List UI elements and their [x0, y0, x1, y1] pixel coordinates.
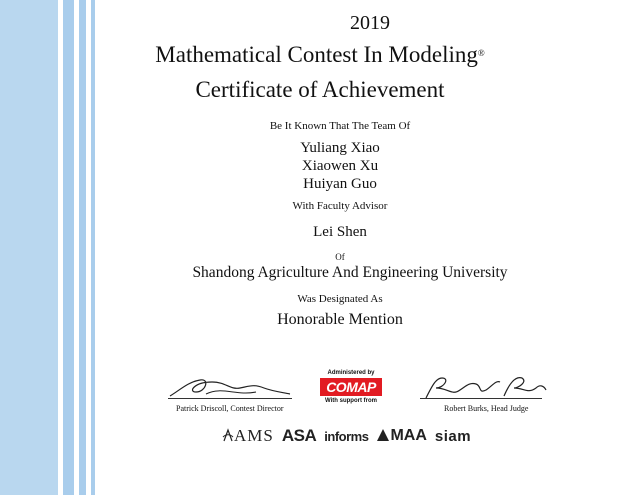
advisor-label: With Faculty Advisor: [292, 200, 388, 212]
designation-label: Was Designated As: [297, 293, 383, 305]
team-member: Xiaowen Xu: [301, 158, 379, 174]
director-signature: [166, 372, 296, 400]
judge-caption: Robert Burks, Head Judge: [444, 404, 529, 413]
director-signature-line: [168, 398, 292, 399]
certificate-title: Certificate of Achievement: [195, 77, 445, 102]
intro-text: Be It Known That The Team Of: [269, 120, 411, 132]
asa-logo: ASA: [281, 426, 317, 445]
director-caption: Patrick Driscoll, Contest Director: [176, 404, 284, 413]
institution-name: Shandong Agriculture And Engineering University: [192, 264, 508, 281]
decorative-stripe-3: [91, 0, 95, 495]
maa-mark-icon: [376, 428, 390, 442]
administered-by-label: Administered by: [327, 370, 375, 376]
decorative-stripe-1: [63, 0, 74, 495]
judge-signature-line: [420, 398, 542, 399]
team-member: Huiyan Guo: [303, 176, 377, 192]
advisor-name: Lei Shen: [313, 224, 367, 240]
siam-logo: siam: [434, 427, 472, 445]
contest-name: [120, 42, 520, 68]
contest-name-text: Mathematical Contest In Modeling: [155, 42, 478, 67]
registered-mark: ®: [477, 48, 485, 58]
decorative-stripe-2: [79, 0, 86, 495]
maa-logo: MAA: [376, 427, 426, 445]
ams-mark-icon: [222, 428, 234, 442]
team-member: Yuliang Xiao: [300, 140, 380, 156]
informs-logo: informs: [324, 428, 369, 444]
ams-logo: AMS: [222, 426, 274, 446]
sponsor-logos: [222, 425, 479, 447]
of-label: Of: [335, 252, 345, 262]
comap-logo: COMAP: [320, 378, 382, 396]
support-label: With support from: [325, 398, 377, 404]
designation: Honorable Mention: [277, 311, 403, 328]
contest-year: 2019: [350, 12, 390, 34]
decorative-stripe-wide: [0, 0, 58, 495]
comap-block: [316, 370, 386, 404]
